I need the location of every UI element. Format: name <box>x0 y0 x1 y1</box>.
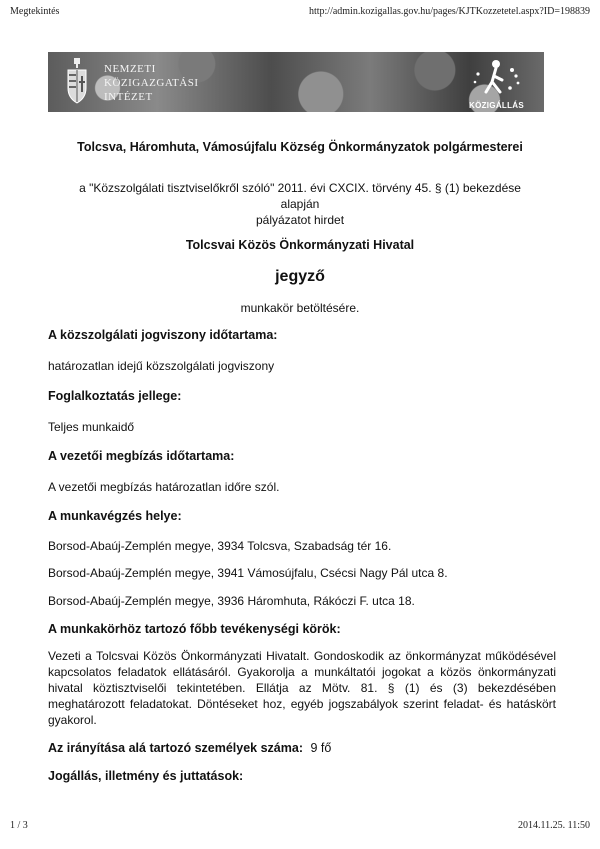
print-footer <box>10 820 590 834</box>
print-header-url: http://admin.kozigallas.gov.hu/pages/KJTKozzetetel.aspx?ID=198839 <box>308 6 590 17</box>
institute-line: KÖZIGAZGATÁSI <box>104 77 199 89</box>
section-text-duration: határozatlan idejű közszolgálati jogviszony <box>48 359 275 373</box>
page-number: 1 / 3 <box>10 820 28 831</box>
institute-line: NEMZETI <box>104 63 156 75</box>
print-header-label: Megtekintés <box>10 6 60 17</box>
coat-of-arms-icon <box>66 58 88 104</box>
staff-count-row <box>48 741 556 755</box>
kozigallas-logo-text: KÖZIGÁLLÁS <box>469 101 524 110</box>
section-heading-employment: Foglalkoztatás jellege: <box>48 389 182 403</box>
document-title: Tolcsva, Háromhuta, Vámosújfalu Község Önkormányzatok polgármesterei <box>77 140 523 154</box>
header-banner <box>48 52 544 112</box>
institute-name <box>104 62 224 104</box>
section-heading-mandate: A vezetői megbízás időtartama: <box>48 449 235 463</box>
legal-basis-line: alapján <box>280 197 320 211</box>
legal-basis-line: a "Közszolgálati tisztviselőkről szóló" 2011. évi CXCIX. törvény 45. § (1) bekezdése <box>79 181 521 195</box>
office-name: Tolcsvai Közös Önkormányzati Hivatal <box>185 238 415 252</box>
position-title: jegyző <box>275 268 325 285</box>
print-datetime: 2014.11.25. 11:50 <box>517 820 590 831</box>
position-suffix: munkakör betöltésére. <box>240 301 360 315</box>
section-text-employment: Teljes munkaidő <box>48 420 135 434</box>
workplace-address: Borsod-Abaúj-Zemplén megye, 3941 Vámosújfalu, Csécsi Nagy Pál utca 8. <box>48 566 448 580</box>
section-heading-duration: A közszolgálati jogviszony időtartama: <box>48 328 278 342</box>
workplace-address: Borsod-Abaúj-Zemplén megye, 3934 Tolcsva, Szabadság tér 16. <box>48 539 392 553</box>
call-for-applications: pályázatot hirdet <box>255 213 345 227</box>
staff-count-value: 9 fő <box>310 741 332 755</box>
section-heading-duties: A munkakörhöz tartozó főbb tevékenységi körök: <box>48 622 341 636</box>
section-heading-workplace: A munkavégzés helye: <box>48 509 182 523</box>
institute-line: INTÉZET <box>104 91 153 103</box>
section-heading-salary: Jogállás, illetmény és juttatások: <box>48 769 244 783</box>
workplace-address: Borsod-Abaúj-Zemplén megye, 3936 Háromhuta, Rákóczi F. utca 18. <box>48 594 415 608</box>
section-text-duties: Vezeti a Tolcsvai Közös Önkormányzati Hivatalt. Gondoskodik az önkormányzat működésével kapcsolatos feladatok ellátásáról. Gyakorolja a munkáltatói jogokat a közös önkormányzati hivatal köztisztviselői tekintetében. Ellátja az Mötv. 81. § (1) és (3) bekezdésében meghatározott feladatokat. Döntéseket hoz, egyéb jogszabályok szerint feladat- és hatáskört gyakorol. <box>48 649 556 727</box>
section-text-mandate: A vezetői megbízás határozatlan időre szól. <box>48 480 280 494</box>
print-header <box>10 6 590 20</box>
section-heading-staff: Az irányítása alá tartozó személyek száma: <box>48 741 303 755</box>
